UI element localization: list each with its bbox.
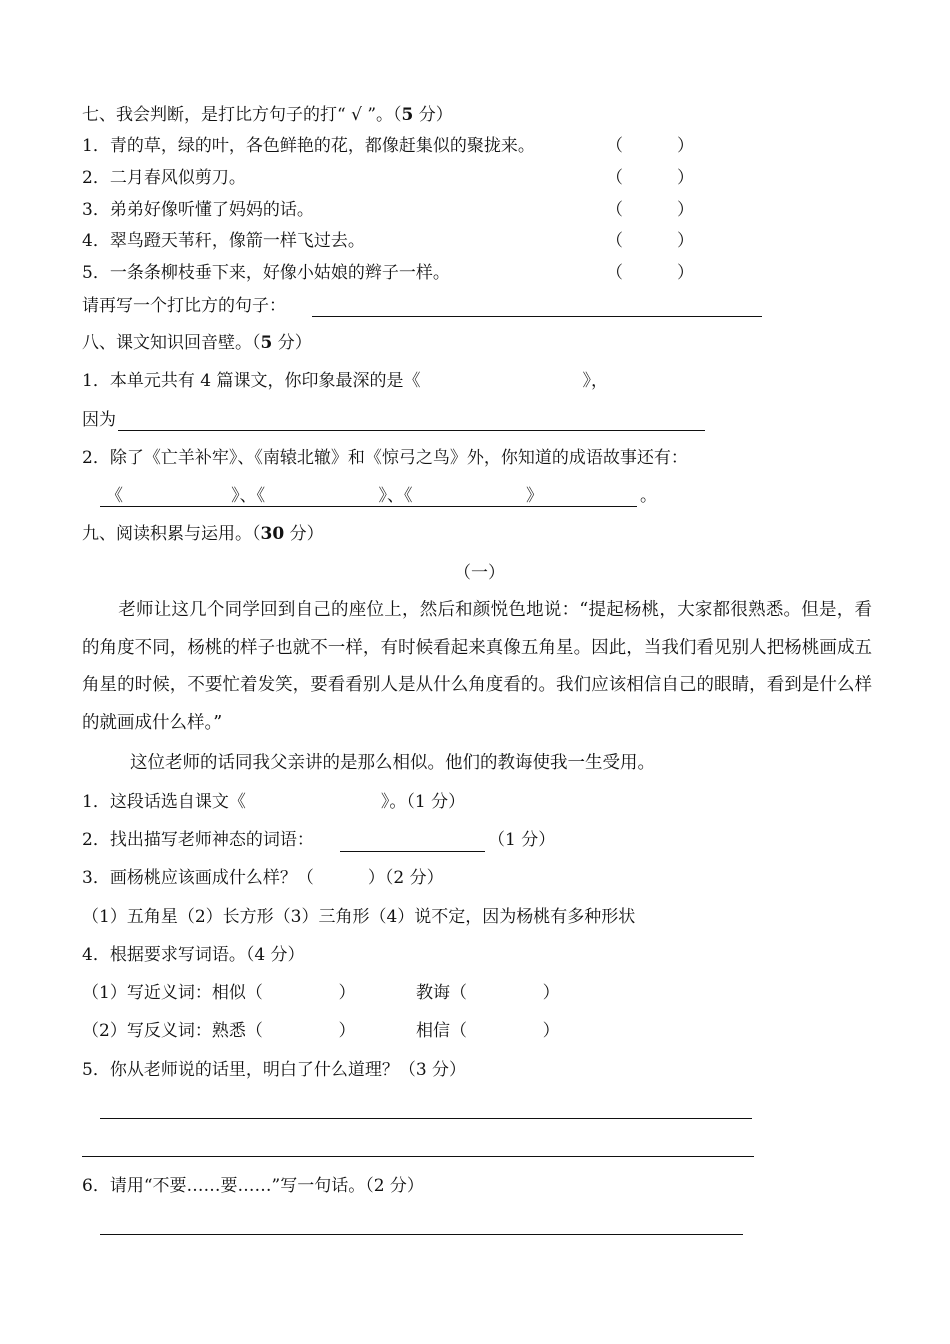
s8-q2-end-mark: 。 [640, 486, 657, 506]
s7-item-1: 1．青的草，绿的叶，各色鲜艳的花，都像赶集似的聚拢来。 [82, 136, 535, 156]
s9-passage-closing: 这位老师的话同我父亲讲的是那么相似。他们的教诲使我一生受用。 [130, 753, 655, 773]
s9-question-1: 1．这段话选自课文《 》。（1 分） [82, 792, 466, 812]
s9-q2-score: （1 分） [488, 830, 556, 850]
s9-question-2: 2．找出描写老师神态的词语： [82, 830, 314, 850]
s8-q2-answer-line [100, 506, 637, 507]
s7-item-3-answer-paren[interactable]: （ ） [606, 200, 695, 220]
s9-q4-antonym-believe[interactable]: 相信（ ） [416, 1021, 560, 1041]
s9-question-6: 6．请用“不要……要……”写一句话。（2 分） [82, 1176, 424, 1196]
s9-q5-answer-line-2[interactable] [82, 1156, 754, 1157]
s9-question-3: 3．画杨桃应该画成什么样？（ ）（2 分） [82, 868, 444, 888]
s7-write-prompt: 请再写一个打比方的句子： [82, 296, 286, 316]
s8-q1-because-label: 因为 [82, 410, 116, 430]
s9-question-5: 5．你从老师说的话里，明白了什么道理？（3 分） [82, 1060, 467, 1080]
s8-q2-idiom-blanks[interactable]: 《 》、《 》、《 》 [106, 486, 544, 506]
s9-q4-synonym-similar[interactable]: （1）写近义词：相似（ ） [82, 983, 356, 1003]
s8-question-2: 2．除了《亡羊补牢》、《南辕北辙》和《惊弓之鸟》外，你知道的成语故事还有： [82, 448, 688, 468]
s7-item-1-answer-paren[interactable]: （ ） [606, 136, 695, 156]
s9-reading-passage: 老师让这几个同学回到自己的座位上，然后和颜悦色地说：“提起杨桃，大家都很熟悉。但是，看的角度不同，杨桃的样子也就不一样，有时候看起来真像五角星。因此，当我们看见别人把杨桃画成五角星的时候，不要忙着发笑，要看看别人是从什么角度看的。我们应该相信自己的眼睛，看到是什么样的就画成什么样。” [82, 600, 872, 733]
s9-q4-synonym-teaching[interactable]: 教诲（ ） [416, 983, 560, 1003]
s9-q2-answer-line[interactable] [340, 851, 485, 852]
section-9-title: 九、阅读积累与运用。（30 分） [82, 524, 324, 544]
s7-item-5-answer-paren[interactable]: （ ） [606, 263, 695, 283]
s7-item-2-answer-paren[interactable]: （ ） [606, 168, 695, 188]
s8-q1-because-answer-line[interactable] [118, 430, 705, 431]
s7-item-2: 2．二月春风似剪刀。 [82, 168, 246, 188]
s7-item-4-answer-paren[interactable]: （ ） [606, 231, 695, 251]
s9-q6-answer-line[interactable] [100, 1234, 743, 1235]
s9-passage-subtitle: （一） [454, 563, 505, 583]
section-8-title: 八、课文知识回音壁。（5 分） [82, 333, 312, 353]
s7-item-5: 5．一条条柳枝垂下来，好像小姑娘的辫子一样。 [82, 263, 450, 283]
s7-write-answer-line[interactable] [312, 316, 762, 317]
s9-q4-antonym-familiar[interactable]: （2）写反义词：熟悉（ ） [82, 1021, 356, 1041]
s8-question-1: 1．本单元共有 4 篇课文，你印象最深的是《 》， [82, 371, 609, 391]
s7-item-4: 4．翠鸟蹬天苇秆，像箭一样飞过去。 [82, 231, 365, 251]
s9-q5-answer-line-1[interactable] [100, 1118, 752, 1119]
s9-question-4: 4．根据要求写词语。（4 分） [82, 945, 305, 965]
s9-q3-options: （1）五角星（2）长方形（3）三角形（4）说不定，因为杨桃有多种形状 [82, 907, 636, 927]
s7-item-3: 3．弟弟好像听懂了妈妈的话。 [82, 200, 314, 220]
section-7-title: 七、我会判断，是打比方句子的打“ √ ”。（5 分） [82, 105, 453, 125]
